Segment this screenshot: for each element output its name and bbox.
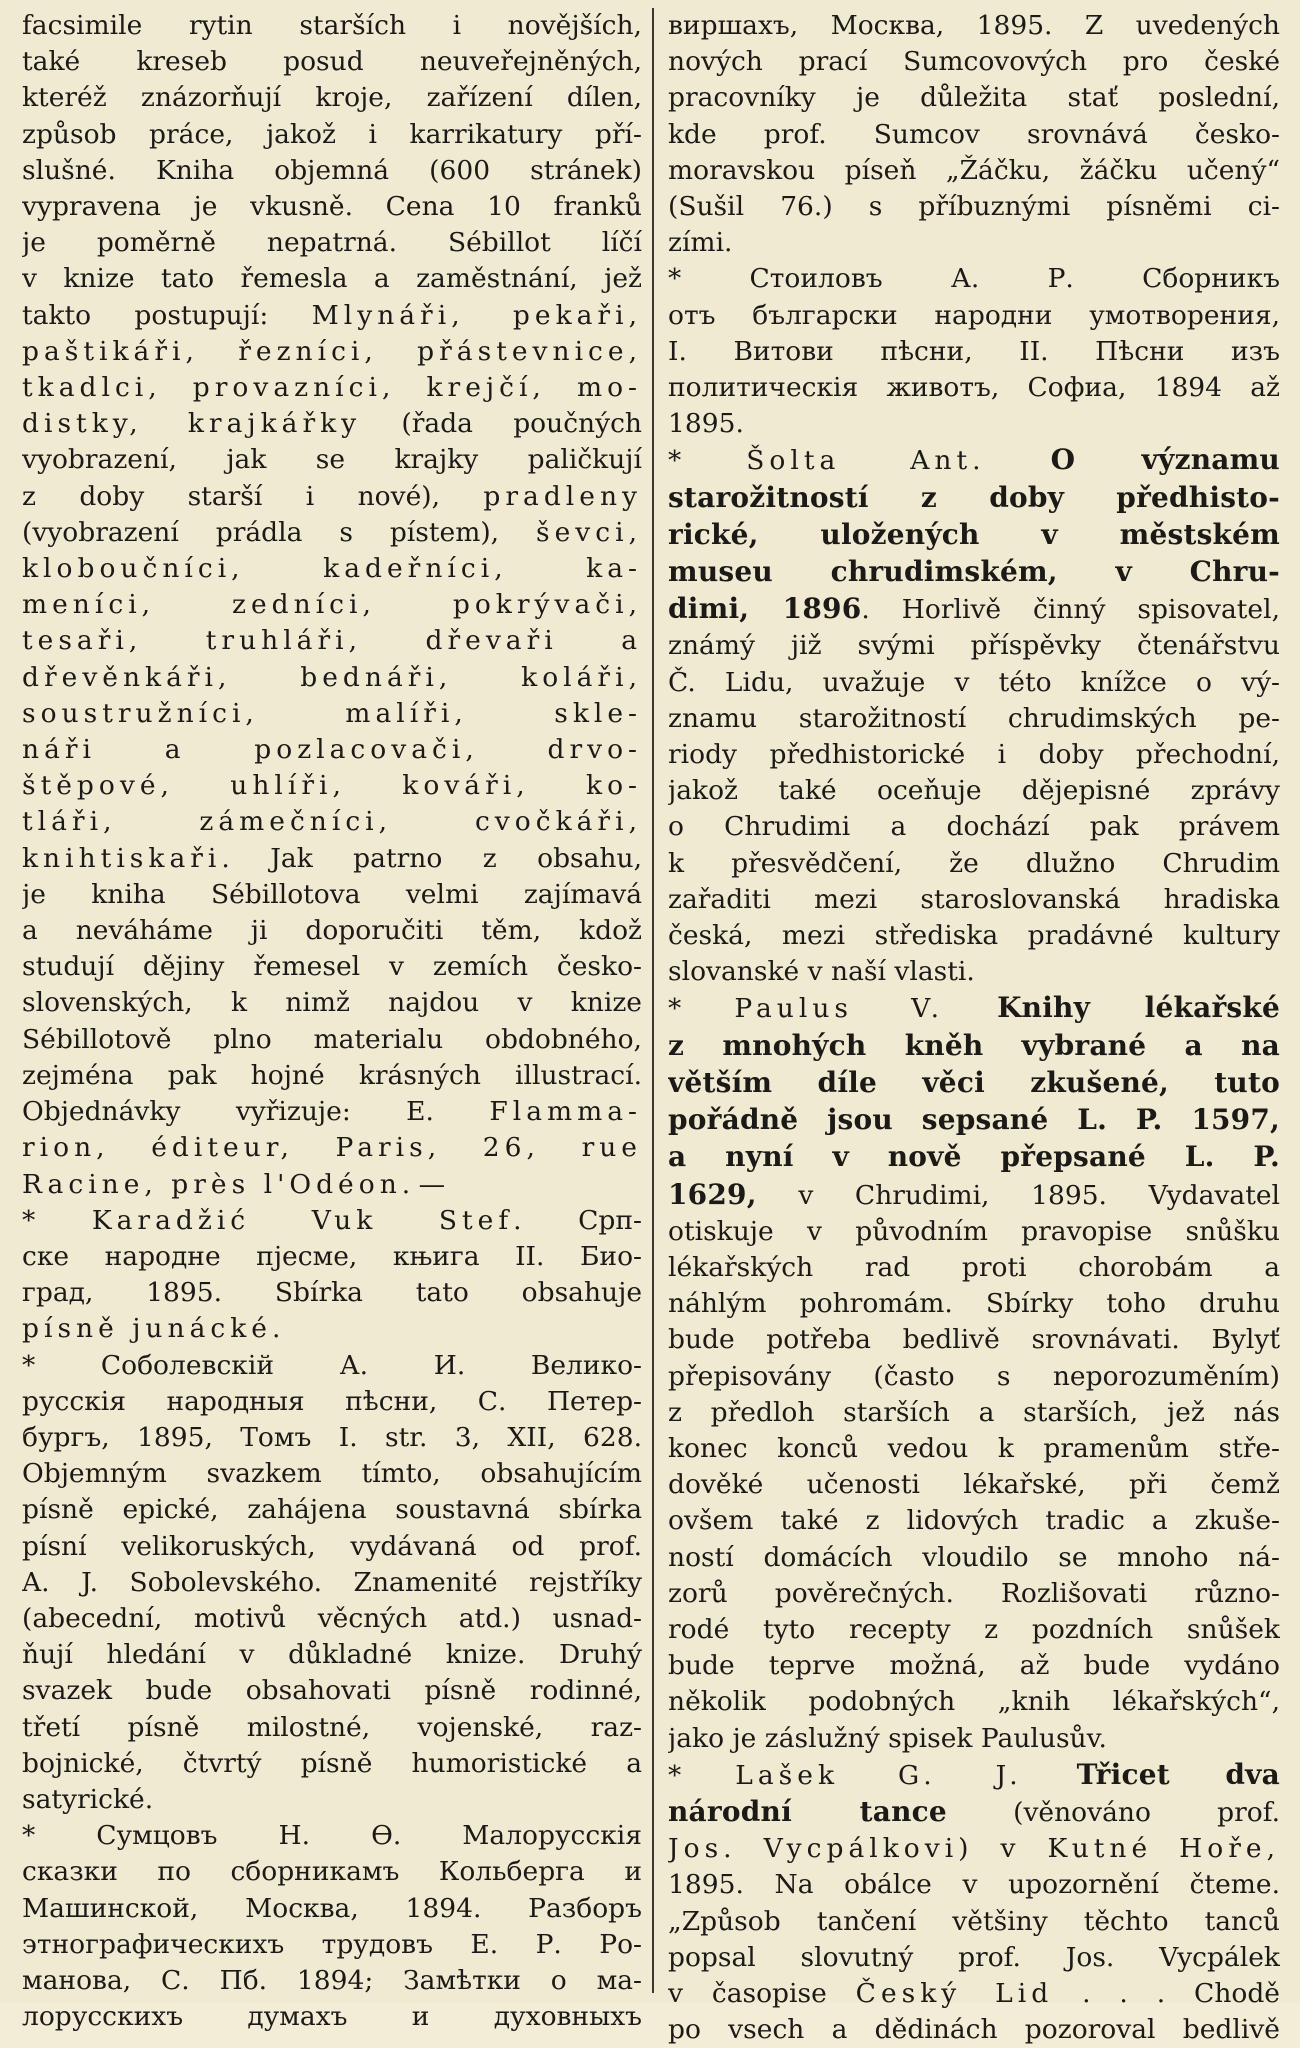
text-line [668,773,1280,809]
spaced-text: soustružníci, malíři, skle- [22,697,642,729]
text-line [668,261,1280,297]
text-line [668,442,1280,479]
text-line [668,1867,1280,1903]
text-run [986,445,1051,476]
text-line [668,117,1280,153]
text-run: . — [401,1168,446,1200]
text-line [22,1565,642,1601]
text-run: takto postupují: [22,299,312,331]
spaced-text: paštikáři, řezníci, přástevnice, [22,335,642,367]
text-run: * Сумцовъ Н. Ѳ. Малорусскія [22,1820,642,1852]
text-line [668,1250,1280,1286]
text-line [22,1094,642,1130]
text-line [668,1612,1280,1648]
text-run: * [668,1759,736,1791]
text-line [668,334,1280,370]
text-line [22,1130,642,1166]
text-line [668,406,1280,442]
text-run: ňují hledání v důkladné knize. Druhý [22,1639,642,1671]
text-run: z předloh starších a starších, jež nás [668,1396,1280,1428]
text-line [668,954,1280,990]
text-line [668,1065,1280,1102]
text-line [22,949,642,985]
text-line [668,1540,1280,1576]
text-line [668,1684,1280,1720]
text-run: třetí písně milostné, vojenské, raz- [22,1711,642,1743]
text-run: lékařských rad proti chorobám a [668,1251,1280,1283]
text-run: zejména pak hojné krásných illustrací. [22,1059,642,1091]
text-line [668,1028,1280,1065]
text-line [668,1576,1280,1612]
text-line [668,846,1280,882]
text-line [668,1976,1280,2012]
text-run: . Срп- [513,1204,642,1236]
text-run: z doby starší i nové), [22,480,484,512]
text-run: . Jak patrno z obsahu, [221,842,642,874]
text-line [668,1322,1280,1358]
spaced-text: tláři, zámečníci, cvočkáři, [22,806,642,838]
text-line [668,1904,1280,1940]
text-run: * Соболевскій А. И. Велико- [22,1349,642,1381]
text-line [668,1102,1280,1139]
text-run: zorů pověrečných. Rozlišovati různo- [668,1577,1280,1609]
text-run: písní velikoruských, vydávaná od prof. [22,1530,642,1562]
text-line [22,1963,642,1999]
text-run: o Chrudimi a dochází pak právem [668,811,1280,843]
text-run: Č. Lidu, uvažuje v této knížce o vý- [668,666,1280,698]
title-text: Třicet dva [1076,1757,1280,1791]
title-text: starožitností z doby předhisto- [668,480,1280,514]
text-run: znamu starožitností chrudimských pe- [668,702,1280,734]
text-run: Objednávky vyřizuje: E. [22,1096,490,1128]
text-line [22,1167,642,1203]
text-line [22,1999,642,2035]
spaced-text: kloboučníci, kadeřníci, ka- [22,553,642,585]
title-text: museu chrudimském, v Chru- [668,555,1280,589]
text-run: slovanské v naší vlasti. [668,956,975,988]
title-text: dimi, 1896 [668,592,862,626]
title-text: rické, uložených v městském [668,517,1280,551]
text-line [668,2012,1280,2048]
text-run: сказки по сборникамъ Кольберга и [22,1856,642,1888]
text-line [22,1927,642,1963]
text-run: . Horlivě činný spisovatel, [861,594,1280,626]
text-line [668,1177,1280,1214]
text-line [22,189,642,225]
text-line [22,261,642,297]
spaced-text: tkadlci, provazníci, krejčí, mo- [22,372,642,404]
text-line [22,1492,642,1528]
text-line [668,1757,1280,1794]
text-line [22,1710,642,1746]
text-line [668,1648,1280,1684]
text-run: ovšem také z lidových tradic a zkuše- [668,1505,1280,1537]
title-text: 1629, [668,1177,757,1211]
text-run: pracovníky je důležita stať poslední, [668,82,1280,114]
text-line [22,696,642,732]
text-line [668,44,1280,80]
text-run [944,993,997,1024]
text-line [22,660,642,696]
text-run: konec konců vedou k pramenům stře- [668,1432,1280,1464]
text-line [668,1395,1280,1431]
text-line [668,665,1280,701]
text-run: * [22,1204,92,1236]
text-line [668,809,1280,845]
text-run: Sébillotově plno materialu obdobného, [22,1023,642,1055]
text-line [668,1359,1280,1395]
text-run: svazek bude obsahovati písně rodinné, [22,1675,642,1707]
spaced-text: Paulus V. [734,993,945,1025]
spaced-text: Racine, près l'Odéon [22,1168,402,1200]
text-run: nových prací Sumcovových pro české [668,46,1280,78]
text-run: facsimile rytin starších i novějších, [22,10,642,41]
spaced-text: Český Lid [855,1977,1054,2009]
text-line [668,298,1280,334]
text-run: 1895. Na obálce v upozornění čteme. [668,1869,1280,1901]
text-line [22,80,642,116]
text-run: bude teprve možná, až bude vydáno [668,1650,1280,1682]
text-line [22,913,642,949]
spaced-text: rion, éditeur, Paris, 26, rue [22,1132,642,1164]
text-run: бургъ, 1895, Томъ I. str. 3, XII, 628. [22,1421,642,1453]
text-line [22,8,642,44]
text-run: I. Витови пѣсни, II. Пѣсни изъ [668,335,1280,367]
text-run: a neváháme ji doporučiti těm, kdož [22,915,642,947]
spaced-text: dřevěnkáři, bednáři, koláři, [22,661,642,693]
title-text: národní tance [668,1794,947,1828]
text-run: „Způsob tančení většiny těchto tanců [668,1905,1280,1937]
text-run: riody předhistorické i doby přechodní, [668,739,1280,771]
text-run: také kreseb posud neuveřejněných, [22,46,642,78]
right-column [668,8,1280,2048]
text-line [22,1348,642,1384]
text-run: jako je záslužný spisek Paulusův. [668,1722,1107,1754]
text-line [22,1673,642,1709]
text-run: zími. [668,227,733,259]
spaced-text: štěpové, uhlíři, kováři, ko- [22,770,642,802]
text-line [668,1831,1280,1867]
text-run: (řada poučných [361,408,642,440]
text-line [22,1891,642,1927]
text-line [22,334,642,370]
text-line [22,1022,642,1058]
spaced-text: knihtiskaři [22,842,222,874]
spaced-text: Karadžić Vuk Stef [91,1204,514,1236]
text-line [22,732,642,768]
text-run: манова, С. Пб. 1894; Замѣтки о ма- [22,1964,642,1996]
text-run: česká, mezi střediska pradávné kultury [668,920,1280,952]
text-run: политическія животъ, Софиа, 1894 až [668,372,1280,404]
text-run: * [668,993,735,1025]
text-line [22,1529,642,1565]
text-line [22,225,642,261]
text-line [668,591,1280,628]
spaced-text: ševci, [536,516,642,548]
text-run: náhlým pohromám. Sbírky toho druhu [668,1288,1280,1320]
text-run: 1895. [668,408,744,440]
text-line [668,153,1280,189]
title-text: pořádně jsou sepsané L. P. 1597, [668,1103,1280,1137]
text-run [1023,1760,1077,1791]
text-run: русскія народныя пѣсни, С. Петер- [22,1385,642,1417]
title-text: O významu [1050,443,1280,477]
text-line [668,225,1280,261]
spaced-text: Mlynáři, pekaři, [311,299,642,331]
text-run: po vsech a dědinách pozoroval bedlivě [668,2014,1280,2046]
text-line [22,1818,642,1854]
spaced-text: Flamma- [489,1096,642,1128]
column-divider [652,8,654,1993]
text-run: slovenských, k nimž najdou v knize [22,987,642,1019]
text-line [668,1721,1280,1757]
text-line [668,1214,1280,1250]
text-line [668,1286,1280,1322]
text-run: moravskou píseň „Žáčku, žáčku učený“ [668,154,1280,186]
text-line [22,1203,642,1239]
text-run: (abecední, motivů věcných atd.) usnad- [22,1602,642,1634]
text-line [668,554,1280,591]
spaced-text: Jos. Vycpálkovi) v Kutné Hoře, [668,1833,1280,1865]
text-line [668,1794,1280,1831]
text-run: vypravena je vkusně. Cena 10 franků [22,191,642,223]
text-line [22,587,642,623]
text-line [668,701,1280,737]
text-line [22,1456,642,1492]
text-line [22,1420,642,1456]
text-line [22,1384,642,1420]
text-run: k přesvědčení, že dlužno Chrudim [668,847,1280,879]
text-line [668,737,1280,773]
text-run: rodé tyto recepty z pozdních snůšek [668,1613,1280,1645]
text-run: kteréž znázorňují kroje, zařízení dílen, [22,82,642,114]
text-run: ске народне пјесме, књига II. Био- [22,1240,642,1272]
text-run: kde prof. Sumcov srovnává česko- [668,118,1280,150]
text-line [668,990,1280,1027]
text-line [22,1058,642,1094]
text-run: zařaditi mezi staroslovanská hradiska [668,883,1280,915]
text-run: . . . Chodě [1053,1977,1280,2009]
title-text: a nyní v nově přepsané L. P. [668,1140,1280,1174]
text-run: A. J. Sobolevského. Znamenité rejstříky [22,1566,642,1598]
text-run: slušné. Kniha objemná (600 stránek) [22,154,642,186]
text-line [22,370,642,406]
text-run: . [271,1313,281,1345]
text-run: град, 1895. Sbírka tato obsahuje [22,1277,642,1309]
spaced-text: pradleny [483,480,642,512]
text-run: Машинской, Москва, 1894. Разборъ [22,1892,642,1924]
text-run: jakož také oceňuje dějepisné zprávy [668,775,1280,807]
text-line [22,406,642,442]
text-line [668,189,1280,225]
text-line [668,882,1280,918]
text-line [22,877,642,913]
spaced-text: tesaři, truhláři, dřevaři a [22,625,642,657]
text-run: otiskuje v původním pravopise snůšku [668,1215,1280,1247]
text-run: způsob práce, jakož i karrikatury pří- [22,118,642,150]
title-text: z mnohých kněh vybrané a na [668,1028,1280,1062]
text-line [668,1940,1280,1976]
text-line [22,298,642,334]
text-run: Objemným svazkem tímto, obsahujícím [22,1458,642,1490]
text-run: виршахъ, Москва, 1895. Z uvedených [668,10,1280,41]
text-line [22,985,642,1021]
text-run: v Chrudimi, 1895. Vydavatel [756,1179,1280,1211]
text-run: bude potřeba bedlivě srovnávati. Bylyť [668,1324,1280,1356]
text-line [22,44,642,80]
text-line [22,1601,642,1637]
text-run: dověké učenosti lékařské, při čemž [668,1469,1280,1501]
text-line [668,1467,1280,1503]
text-line [668,1431,1280,1467]
text-run: (vyobrazení prádla s pístem), [22,516,536,548]
text-line [22,515,642,551]
text-line [22,1239,642,1275]
text-run: (Sušil 76.) s příbuznými písněmi ci- [668,191,1280,223]
text-run: этнографическихъ трудовъ Е. Р. Ро- [22,1928,642,1960]
text-run: přepisovány (často s neporozuměním) [668,1360,1280,1392]
text-run: známý již svými příspěvky čtenářstvu [668,630,1280,662]
text-run: je kniha Sébillotova velmi zajímavá [22,878,642,910]
text-run: je poměrně nepatrná. Sébillot líčí [22,227,642,259]
text-run: bojnické, čtvrtý písně humoristické a [22,1747,642,1779]
spaced-text: písně junácké [22,1313,272,1345]
text-line [668,1139,1280,1176]
text-run: v časopise [668,1977,856,2009]
text-line [22,804,642,840]
text-line [668,80,1280,116]
title-text: Knihy lékařské [997,991,1280,1025]
text-line [22,1637,642,1673]
title-text: větším díle věci zkušené, tuto [668,1065,1280,1099]
text-run: několik podobných „knih lékařských“, [668,1686,1280,1718]
text-line [22,1746,642,1782]
text-run: лорусскихъ думахъ и духовныхъ [22,2001,642,2033]
text-run: отъ български народни умотворения, [668,299,1280,331]
text-line [668,628,1280,664]
text-line [22,479,642,515]
text-line [22,1854,642,1890]
text-line [22,841,642,877]
text-line [22,551,642,587]
left-column [22,8,642,2035]
spaced-text: distky, krajkářky [22,408,362,440]
text-line [668,480,1280,517]
spaced-text: Lašek G. J. [735,1759,1023,1791]
text-run: (věnováno prof. [946,1796,1280,1828]
text-run: studují dějiny řemesel v zemích česko- [22,951,642,983]
text-line [22,1782,642,1818]
text-run: písně epické, zahájena soustavná sbírka [22,1494,642,1526]
text-line [22,117,642,153]
text-run: * [668,445,747,477]
text-line [668,517,1280,554]
text-line [22,1311,642,1347]
spaced-text: náři a pozlacovači, drvo- [22,734,642,766]
text-line [668,8,1280,44]
text-run: v knize tato řemesla a zaměstnání, jež [22,263,642,295]
text-run: satyrické. [22,1783,154,1815]
text-line [668,370,1280,406]
spaced-text: Šolta Ant. [746,445,986,477]
text-line [22,768,642,804]
text-run: ností domácích vloudilo se mnoho ná- [668,1541,1280,1573]
text-line [668,1503,1280,1539]
text-line [22,442,642,478]
text-line [22,1275,642,1311]
text-run: vyobrazení, jak se krajky paličkují [22,444,642,476]
text-run: * Стоиловъ А. Р. Сборникъ [668,263,1280,295]
spaced-text: meníci, zedníci, pokrývači, [22,589,642,621]
text-line [22,623,642,659]
text-line [22,153,642,189]
text-line [668,918,1280,954]
text-run: popsal slovutný prof. Jos. Vycpálek [668,1941,1280,1973]
